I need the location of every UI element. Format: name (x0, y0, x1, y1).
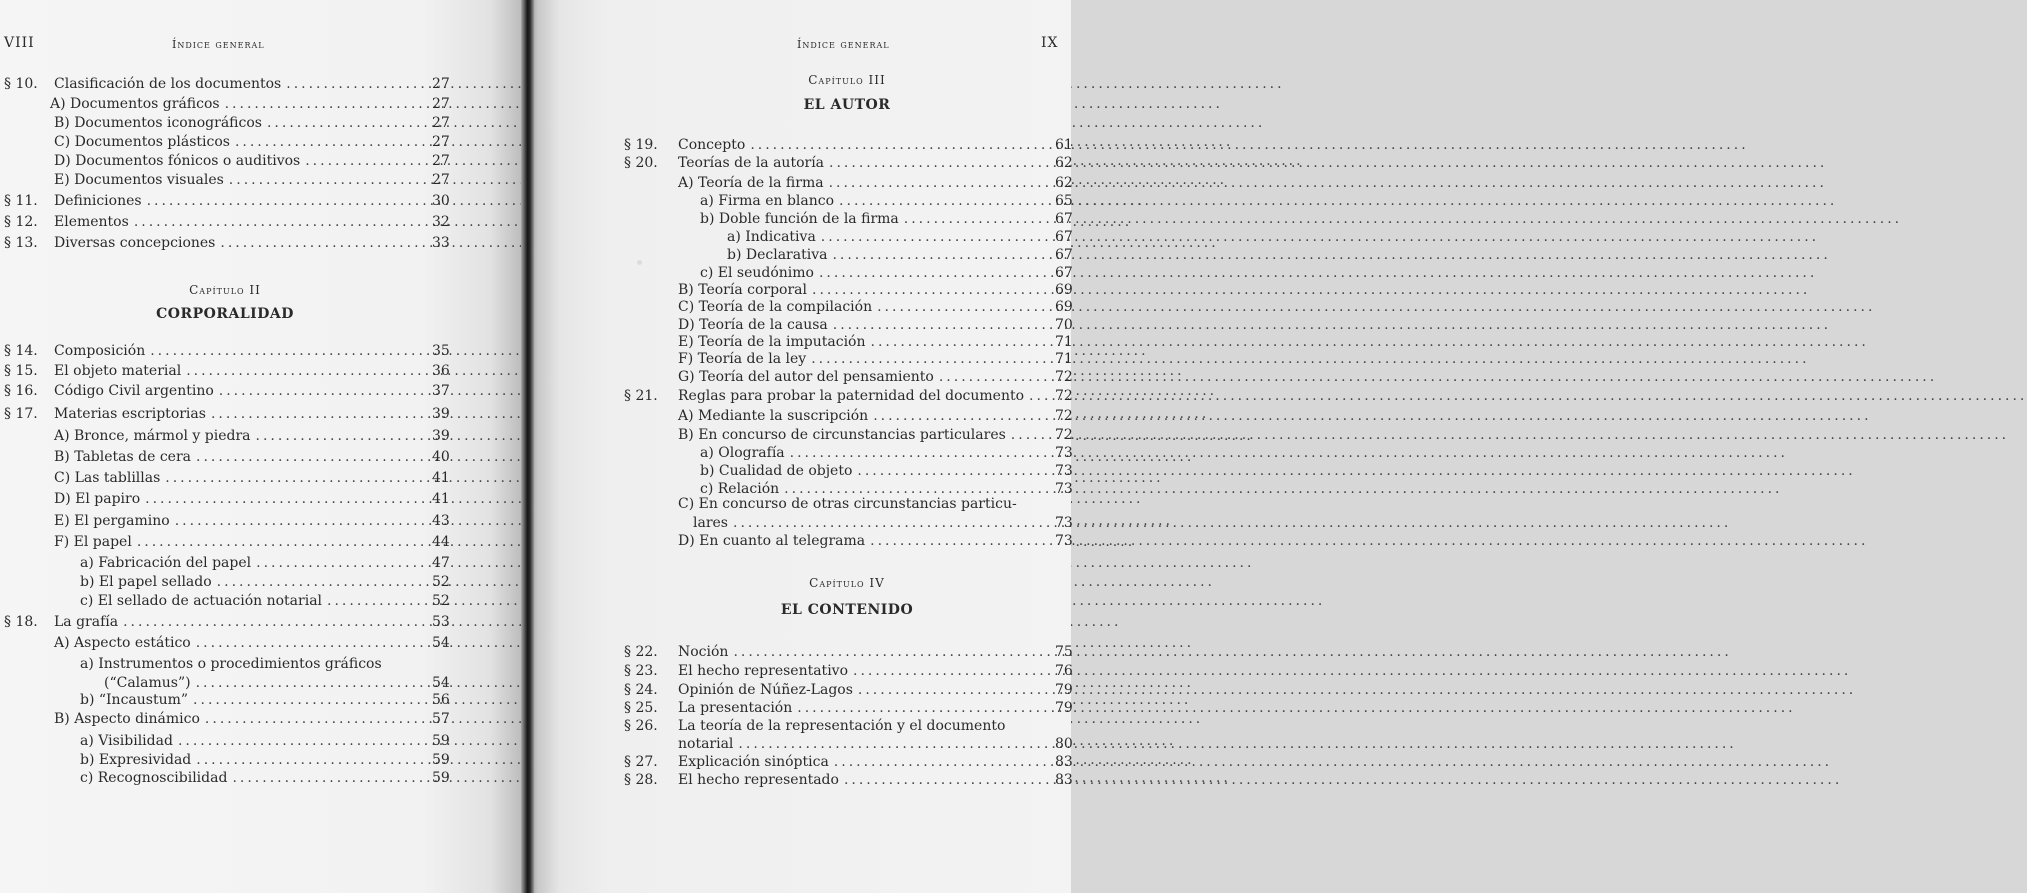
entry-title: D) Teoría de la causa (678, 317, 828, 333)
entry-title: notarial (678, 736, 734, 752)
section-number: § 18. (4, 614, 38, 630)
section-number: § 23. (624, 663, 658, 679)
toc-entry (624, 698, 1095, 718)
running-head: Índice general (172, 38, 265, 51)
toc-entry (4, 94, 472, 114)
page-ref: 83 (1055, 772, 1073, 788)
entry-title: Elementos (54, 214, 129, 230)
page-ref: 72 (1055, 369, 1073, 385)
entry-title: C) Las tablillas (54, 470, 161, 486)
toc-entry (4, 426, 472, 446)
toc-entry (4, 532, 472, 552)
toc-entry (4, 341, 472, 361)
page-ref: 72 (1055, 408, 1073, 424)
dot-leader (904, 209, 1902, 229)
toc-entry (624, 367, 1095, 387)
toc-entry (4, 591, 472, 611)
page-ref: 54 (432, 675, 450, 691)
page-ref: 52 (432, 593, 450, 609)
chapter-heading: Capítulo II (189, 283, 261, 297)
right-page (527, 0, 1071, 893)
toc-entry (4, 654, 472, 674)
toc-entry (624, 642, 1095, 662)
page-ref: 27 (432, 134, 450, 150)
entry-title: Teorías de la autoría (678, 155, 825, 171)
page-ref: 27 (432, 115, 450, 131)
page-ref: 73 (1055, 463, 1073, 479)
page-ref: 54 (432, 635, 450, 651)
entry-title: C) Documentos plásticos (54, 134, 230, 150)
toc-entry (624, 297, 1095, 317)
entry-title: c) Recognoscibilidad (80, 770, 228, 786)
dot-leader (873, 406, 1871, 426)
page-ref: 40 (432, 449, 450, 465)
toc-entry (4, 191, 472, 211)
page-ref: 72 (1055, 388, 1073, 404)
toc-entry (624, 513, 1095, 533)
page-ref: 69 (1055, 282, 1073, 298)
page-ref: 41 (432, 470, 450, 486)
entry-title: La grafía (54, 614, 119, 630)
entry-title: Reglas para probar la paternidad del documento (678, 388, 1025, 404)
page-ref: 52 (432, 574, 450, 590)
toc-entry (624, 661, 1095, 681)
toc-entry (624, 531, 1095, 551)
page-ref: 27 (432, 153, 450, 169)
page-ref: 75 (1055, 644, 1073, 660)
page-number: VIII (4, 35, 35, 51)
entry-title: E) Teoría de la imputación (678, 334, 866, 350)
toc-entry (4, 447, 472, 467)
entry-title: B) En concurso de circunstancias particulares (678, 427, 1006, 443)
dot-leader (1029, 386, 2027, 406)
entry-title: Opinión de Núñez-Lagos (678, 682, 853, 698)
entry-title: La teoría de la representación y el documento (678, 718, 1006, 734)
page-ref: 83 (1055, 754, 1073, 770)
entry-title: F) Teoría de la ley (678, 351, 807, 367)
page-ref: 76 (1055, 663, 1073, 679)
page-ref: 37 (432, 383, 450, 399)
page-ref: 53 (432, 614, 450, 630)
section-number: § 10. (4, 76, 38, 92)
section-number: § 11. (4, 193, 38, 209)
entry-title: b) El papel sellado (80, 574, 212, 590)
toc-entry (4, 612, 472, 632)
entry-title: lares (693, 515, 728, 531)
page-ref: 44 (432, 534, 450, 550)
toc-entry (4, 361, 472, 381)
page-ref: 56 (432, 692, 450, 708)
entry-title: F) El papel (54, 534, 132, 550)
toc-entry (624, 494, 1095, 514)
section-number: § 21. (624, 388, 658, 404)
page-ref: 67 (1055, 265, 1073, 281)
entry-title: a) Indicativa (727, 229, 816, 245)
page-ref: 79 (1055, 700, 1073, 716)
entry-title: Clasificación de los documentos (54, 76, 282, 92)
dot-leader (832, 245, 1830, 265)
entry-title: D) Documentos fónicos o auditivos (54, 153, 301, 169)
dot-leader (939, 367, 1937, 387)
entry-title: Composición (54, 343, 146, 359)
page-ref: 35 (432, 343, 450, 359)
entry-title: G) Teoría del autor del pensamiento (678, 369, 934, 385)
entry-title: D) En cuanto al telegrama (678, 533, 866, 549)
section-number: § 12. (4, 214, 38, 230)
running-head: Índice general (797, 38, 890, 51)
entry-title: A) Documentos gráficos (50, 96, 220, 112)
page-ref: 80 (1055, 736, 1073, 752)
page-ref: 73 (1055, 515, 1073, 531)
dot-leader (790, 443, 1788, 463)
page-ref: 79 (1055, 682, 1073, 698)
page-ref: 30 (432, 193, 450, 209)
toc-entry (624, 752, 1095, 772)
entry-title: La presentación (678, 700, 793, 716)
page-ref: 67 (1055, 229, 1073, 245)
entry-title: Definiciones (54, 193, 142, 209)
toc-entry (624, 153, 1095, 173)
dot-leader (844, 770, 1842, 790)
entry-title: B) Teoría corporal (678, 282, 808, 298)
toc-entry (4, 233, 472, 253)
section-number: § 16. (4, 383, 38, 399)
dot-leader (870, 531, 1868, 551)
toc-entry (4, 170, 472, 190)
section-number: § 20. (624, 155, 658, 171)
dot-leader (1011, 425, 2009, 445)
entry-title: a) Firma en blanco (700, 193, 835, 209)
section-number: § 17. (4, 406, 38, 422)
entry-title: C) En concurso de otras circunstancias particu- (678, 496, 1017, 512)
entry-title: E) El pergamino (54, 513, 170, 529)
toc-entry (4, 132, 472, 152)
page-ref: 27 (432, 172, 450, 188)
dot-leader (858, 680, 1856, 700)
page-ref: 73 (1055, 533, 1073, 549)
section-number: § 19. (624, 137, 658, 153)
entry-title: Diversas concepciones (54, 235, 216, 251)
book-spine (521, 0, 534, 893)
entry-title: (“Calamus”) (104, 675, 191, 691)
entry-title: a) Olografía (700, 445, 785, 461)
chapter-heading: Capítulo III (808, 73, 886, 87)
entry-title: B) Tabletas de cera (54, 449, 191, 465)
toc-entry (624, 209, 1095, 229)
entry-title: D) El papiro (54, 491, 141, 507)
entry-title: c) Relación (700, 481, 780, 497)
toc-entry (624, 386, 1095, 406)
page-ref: 69 (1055, 299, 1073, 315)
toc-entry (624, 135, 1095, 155)
chapter-title: EL CONTENIDO (780, 602, 914, 618)
page-ref: 36 (432, 363, 450, 379)
section-number: § 22. (624, 644, 658, 660)
page-ref: 32 (432, 214, 450, 230)
section-number: § 15. (4, 363, 38, 379)
toc-entry (624, 716, 1095, 736)
entry-title: a) Fabricación del papel (80, 555, 252, 571)
toc-entry (4, 212, 472, 232)
chapter-heading: Capítulo IV (809, 576, 885, 590)
dot-leader (857, 461, 1855, 481)
page-ref: 39 (432, 428, 450, 444)
section-number: § 28. (624, 772, 658, 788)
dot-leader (853, 661, 1851, 681)
page-ref: 43 (432, 513, 450, 529)
page-ref: 67 (1055, 247, 1073, 263)
page-number: IX (1041, 35, 1059, 51)
toc-entry (624, 227, 1095, 247)
page-ref: 73 (1055, 445, 1073, 461)
dot-leader (811, 349, 1809, 369)
dot-leader (738, 734, 1736, 754)
entry-title: b) Declarativa (727, 247, 828, 263)
section-number: § 14. (4, 343, 38, 359)
entry-title: Materias escriptorias (54, 406, 206, 422)
section-number: § 13. (4, 235, 38, 251)
toc-entry (624, 425, 1095, 445)
dot-leader (829, 173, 1827, 193)
toc-entry (624, 461, 1095, 481)
dot-leader (750, 135, 1748, 155)
dot-leader (829, 153, 1827, 173)
entry-title: a) Visibilidad (80, 733, 173, 749)
page-ref: 70 (1055, 317, 1073, 333)
toc-entry (4, 731, 472, 751)
chapter-title: EL AUTOR (803, 97, 891, 113)
toc-entry (4, 151, 472, 171)
toc-entry (624, 734, 1095, 754)
page-ref: 27 (432, 76, 450, 92)
entry-title: b) Cualidad de objeto (700, 463, 853, 479)
toc-entry (4, 511, 472, 531)
entry-title: A) Bronce, mármol y piedra (54, 428, 251, 444)
page-ref: 71 (1055, 334, 1073, 350)
entry-title: Explicación sinóptica (678, 754, 829, 770)
entry-title: A) Mediante la suscripción (678, 408, 869, 424)
page-ref: 39 (432, 406, 450, 422)
dot-leader (839, 191, 1837, 211)
toc-entry (4, 468, 472, 488)
section-number: § 25. (624, 700, 658, 716)
left-page (0, 0, 527, 893)
section-number: § 24. (624, 682, 658, 698)
entry-title: El hecho representado (678, 772, 839, 788)
toc-entry (624, 680, 1095, 700)
chapter-title: CORPORALIDAD (156, 306, 294, 322)
dot-leader (877, 297, 1875, 317)
entry-title: c) El sellado de actuación notarial (80, 593, 323, 609)
toc-entry (624, 770, 1095, 790)
section-number: § 27. (624, 754, 658, 770)
page-ref: 65 (1055, 193, 1073, 209)
page-ref: 57 (432, 711, 450, 727)
toc-entry (4, 553, 472, 573)
toc-entry (4, 489, 472, 509)
page-ref: 47 (432, 555, 450, 571)
toc-entry (4, 381, 472, 401)
toc-entry (4, 768, 472, 788)
entry-title: b) “Incaustum” (80, 692, 189, 708)
toc-entry (624, 173, 1095, 193)
entry-title: c) El seudónimo (700, 265, 814, 281)
entry-title: El hecho representativo (678, 663, 849, 679)
page-ref: 62 (1055, 155, 1073, 171)
toc-entry (4, 750, 472, 770)
page-ref: 27 (432, 96, 450, 112)
section-number: § 26. (624, 718, 658, 734)
toc-entry (4, 113, 472, 133)
page-ref: 41 (432, 491, 450, 507)
entry-title: a) Instrumentos o procedimientos gráficos (80, 656, 382, 672)
page-ref: 71 (1055, 351, 1073, 367)
page-ref: 67 (1055, 211, 1073, 227)
toc-entry (4, 572, 472, 592)
dot-leader (733, 642, 1731, 662)
toc-entry (4, 690, 472, 710)
dot-leader (733, 513, 1731, 533)
dot-leader (797, 698, 1795, 718)
page-ref: 59 (432, 733, 450, 749)
ink-smudge (637, 260, 642, 265)
entry-title: A) Aspecto estático (54, 635, 191, 651)
toc-entry (624, 406, 1095, 426)
entry-title: El objeto material (54, 363, 182, 379)
toc-entry (624, 191, 1095, 211)
page-ref: 59 (432, 752, 450, 768)
page-ref: 62 (1055, 175, 1073, 191)
page-ref: 33 (432, 235, 450, 251)
toc-entry (624, 245, 1095, 265)
toc-entry (4, 633, 472, 653)
entry-title: B) Aspecto dinámico (54, 711, 200, 727)
entry-title: Código Civil argentino (54, 383, 214, 399)
entry-title: E) Documentos visuales (54, 172, 224, 188)
page-ref: 61 (1055, 137, 1073, 153)
entry-title: Concepto (678, 137, 746, 153)
toc-entry (624, 349, 1095, 369)
dot-leader (834, 752, 1832, 772)
entry-title: b) Expresividad (80, 752, 192, 768)
toc-entry (4, 709, 472, 729)
page-ref: 72 (1055, 427, 1073, 443)
entry-title: A) Teoría de la firma (678, 175, 824, 191)
entry-title: Noción (678, 644, 729, 660)
entry-title: b) Doble función de la firma (700, 211, 899, 227)
dot-leader (821, 227, 1819, 247)
page-ref: 59 (432, 770, 450, 786)
entry-title: C) Teoría de la compilación (678, 299, 873, 315)
entry-title: B) Documentos iconográficos (54, 115, 262, 131)
toc-entry (4, 74, 472, 94)
page-ref: 73 (1055, 481, 1073, 497)
toc-entry (4, 404, 472, 424)
toc-entry (624, 443, 1095, 463)
